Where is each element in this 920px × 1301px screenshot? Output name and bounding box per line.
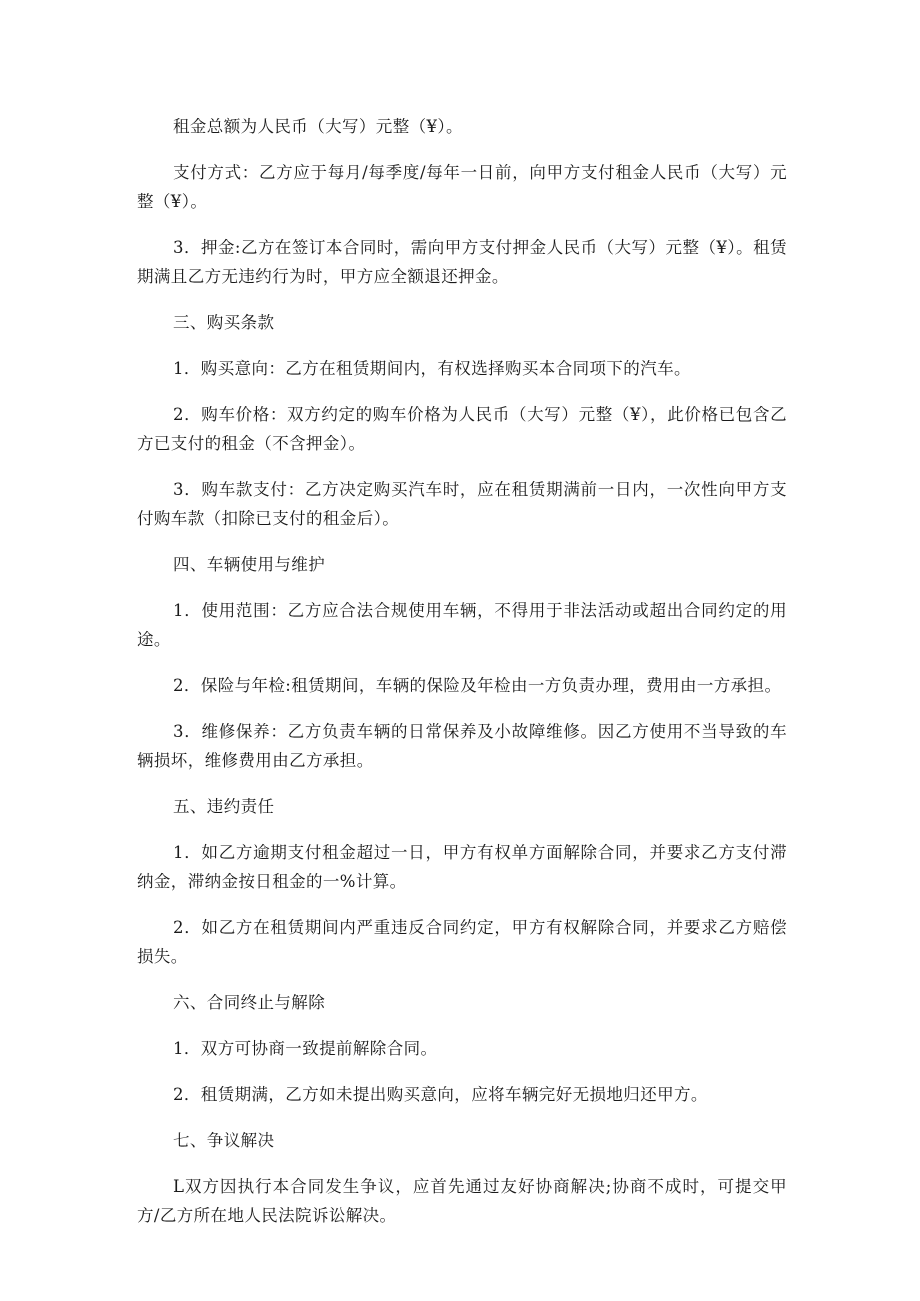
paragraph-dispute-resolution: L双方因执行本合同发生争议，应首先通过友好协商解决;协商不成时，可提交甲方/乙方所在地人民法院诉讼解决。	[137, 1177, 787, 1225]
paragraph-insurance: 2．保险与年检:租赁期间，车辆的保险及年检由一方负责办理，费用由一方承担。	[173, 676, 782, 695]
section-heading-vehicle-use: 四、车辆使用与维护	[173, 555, 326, 574]
paragraph-purchase-payment: 3．购车款支付：乙方决定购买汽车时，应在租赁期满前一日内，一次性向甲方支付购车款（扣除已支付的租金后）。	[137, 480, 787, 528]
paragraph-late-payment: 1．如乙方逾期支付租金超过一日，甲方有权单方面解除合同，并要求乙方支付滞纳金，滞纳金按日租金的一%计算。	[137, 843, 787, 891]
paragraph-breach: 2．如乙方在租赁期间内严重违反合同约定，甲方有权解除合同，并要求乙方赔偿损失。	[137, 918, 787, 966]
section-heading-purchase-terms: 三、购买条款	[173, 313, 275, 332]
document-body	[137, 112, 787, 1247]
paragraph-purchase-price: 2．购车价格：双方约定的购车价格为人民币（大写）元整（¥），此价格已包含乙方已支付的租金（不含押金）。	[137, 405, 787, 453]
section-heading-dispute: 七、争议解决	[173, 1131, 275, 1150]
paragraph-rent-total: 租金总额为人民币（大写）元整（¥）。	[173, 117, 463, 136]
paragraph-maintenance: 3．维修保养：乙方负责车辆的日常保养及小故障维修。因乙方使用不当导致的车辆损坏，维修费用由乙方承担。	[137, 722, 787, 770]
paragraph-payment-method: 支付方式：乙方应于每月/每季度/每年一日前，向甲方支付租金人民币（大写）元整（¥）。	[137, 163, 787, 211]
paragraph-early-termination: 1．双方可协商一致提前解除合同。	[173, 1039, 438, 1058]
paragraph-purchase-intent: 1．购买意向：乙方在租赁期间内，有权选择购买本合同项下的汽车。	[173, 359, 691, 378]
paragraph-return-vehicle: 2．租赁期满，乙方如未提出购买意向，应将车辆完好无损地归还甲方。	[173, 1085, 708, 1104]
paragraph-usage-scope: 1．使用范围：乙方应合法合规使用车辆，不得用于非法活动或超出合同约定的用途。	[137, 601, 787, 649]
paragraph-deposit: 3．押金:乙方在签订本合同时，需向甲方支付押金人民币（大写）元整（¥）。租赁期满且乙方无违约行为时，甲方应全额退还押金。	[137, 238, 787, 286]
section-heading-liability: 五、违约责任	[173, 797, 275, 816]
section-heading-termination: 六、合同终止与解除	[173, 993, 326, 1012]
